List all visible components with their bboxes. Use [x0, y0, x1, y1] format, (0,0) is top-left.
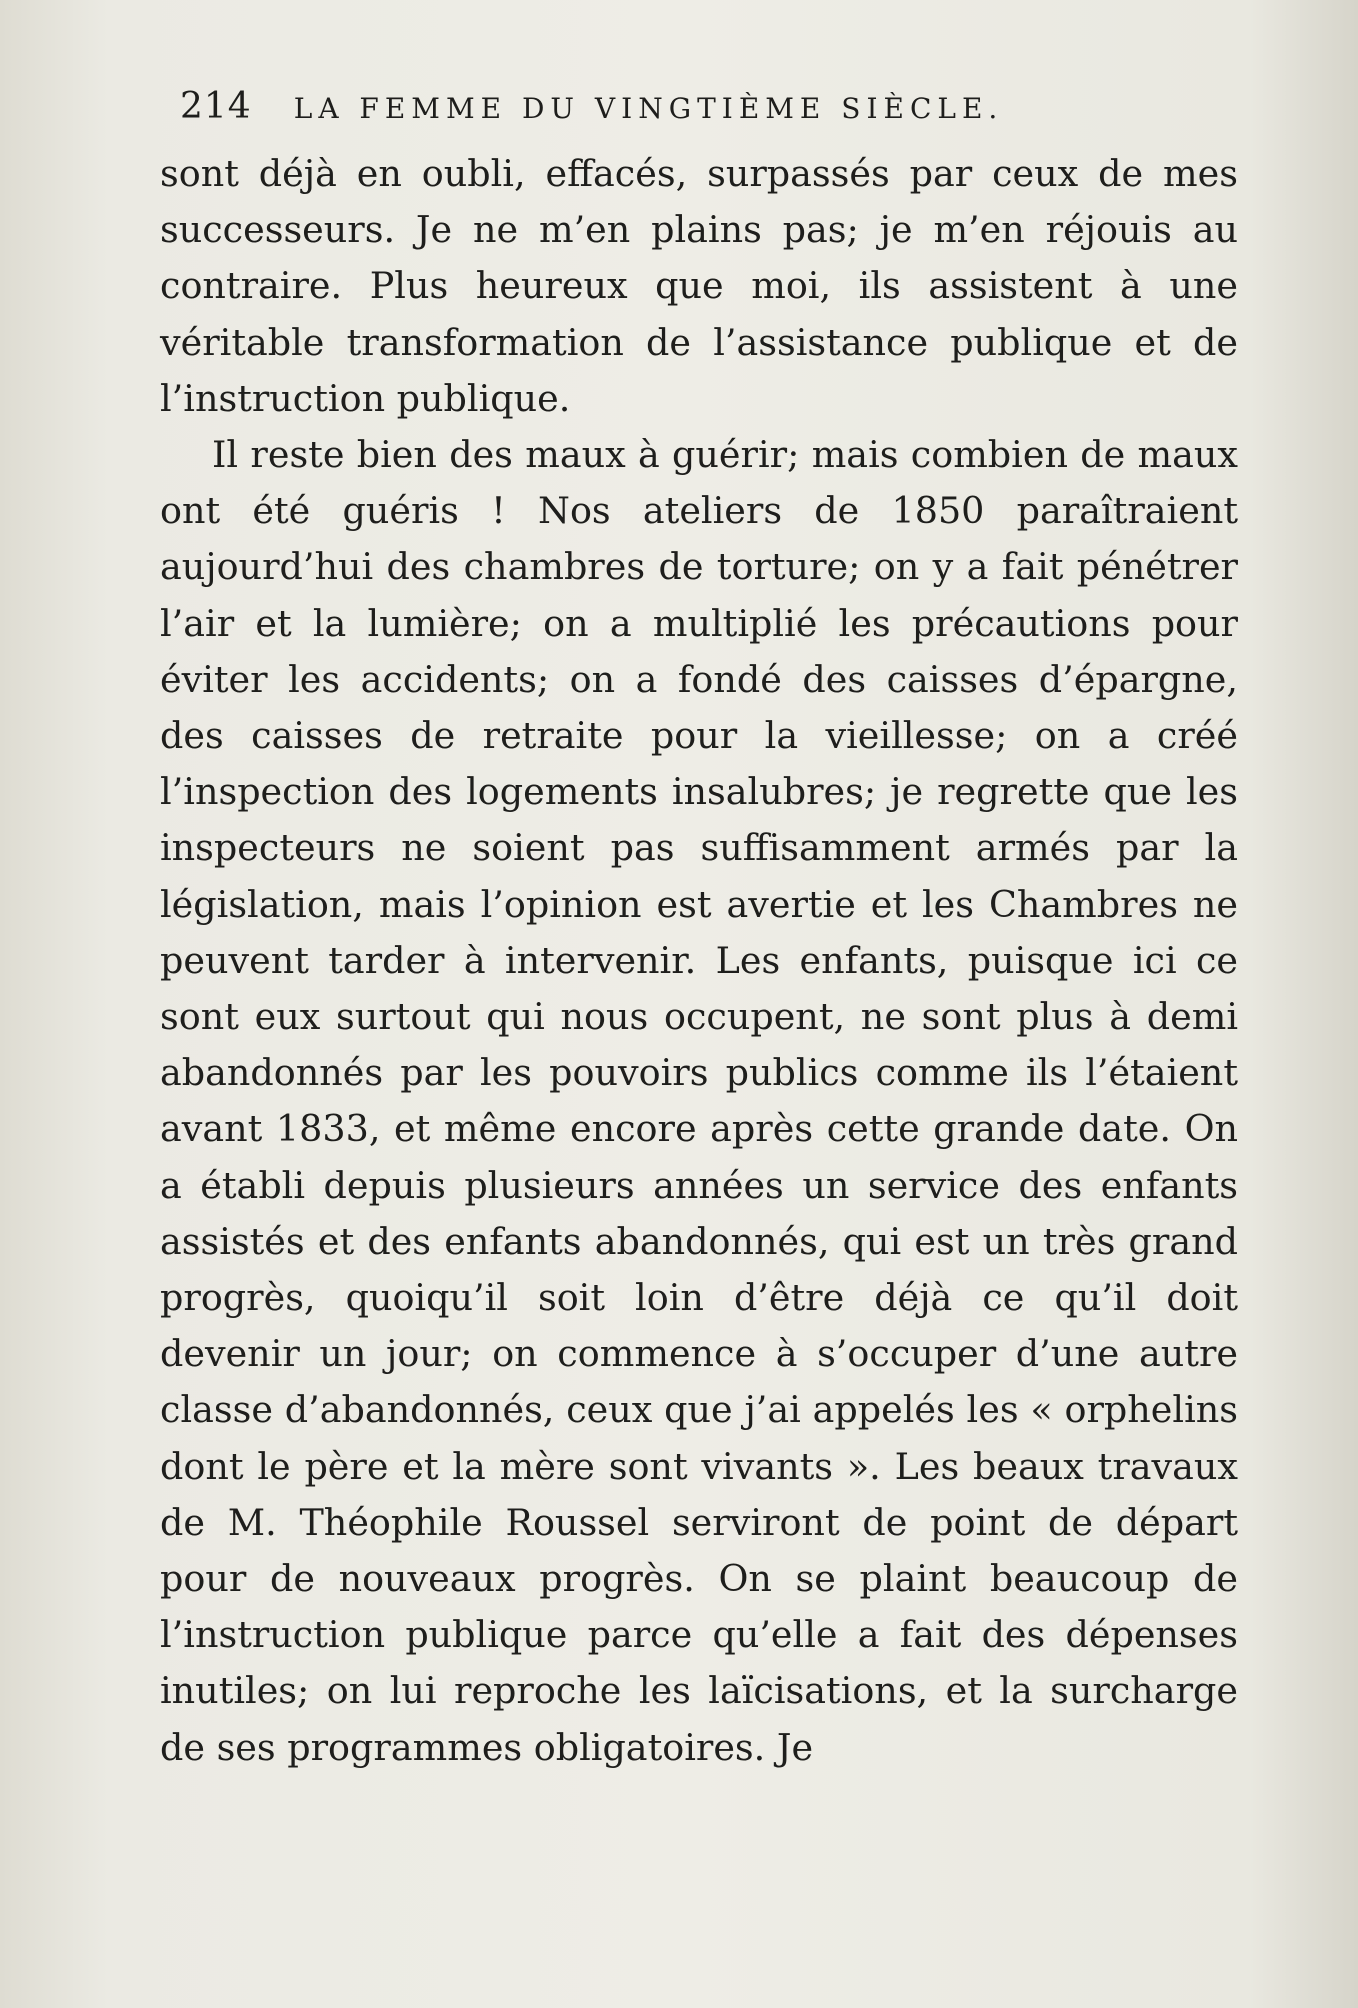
page-number: 214 [180, 86, 252, 127]
page-header [180, 86, 1180, 136]
running-title: LA FEMME DU VINGTIÈME SIÈCLE. [293, 92, 1004, 125]
body-text [160, 146, 1238, 1776]
paragraph-continuation: sont déjà en oubli, effacés, surpassés par ceux de mes successeurs. Je ne m’en plains pas; je m’en réjouis au contraire. Plus heureux que moi, ils assistent à une véritable transformation de l’assistance publique et de l’instruction publique. [160, 152, 1238, 420]
paragraph: Il reste bien des maux à guérir; mais combien de maux ont été guéris ! Nos ateliers de 1850 paraîtraient aujourd’hui des chambres de torture; on y a fait pénétrer l’air et la lumière; on a multiplié les précautions pour éviter les accidents; on a fondé des caisses d’épargne, des caisses de retraite pour la vieillesse; on a créé l’inspection des logements insalubres; je regrette que les inspecteurs ne soient pas suffisamment armés par la législation, mais l’opinion est avertie et les Chambres ne peuvent tarder à intervenir. Les enfants, puisque ici ce sont eux surtout qui nous occupent, ne sont plus à demi abandonnés par les pouvoirs publics comme ils l’étaient avant 1833, et même encore après cette grande date. On a établi depuis plusieurs années un service des enfants assistés et des enfants abandonnés, qui est un très grand progrès, quoiqu’il soit loin d’être déjà ce qu’il doit devenir un jour; on commence à s’occuper d’une autre classe d’abandonnés, ceux que j’ai appelés les « orphelins dont le père et la mère sont vivants ». Les beaux travaux de M. Théophile Roussel serviront de point de départ pour de nouveaux progrès. On se plaint beaucoup de l’instruction publique parce qu’elle a fait des dépenses inutiles; on lui reproche les laïcisations, et la surcharge de ses programmes obligatoires. Je [160, 433, 1238, 1769]
